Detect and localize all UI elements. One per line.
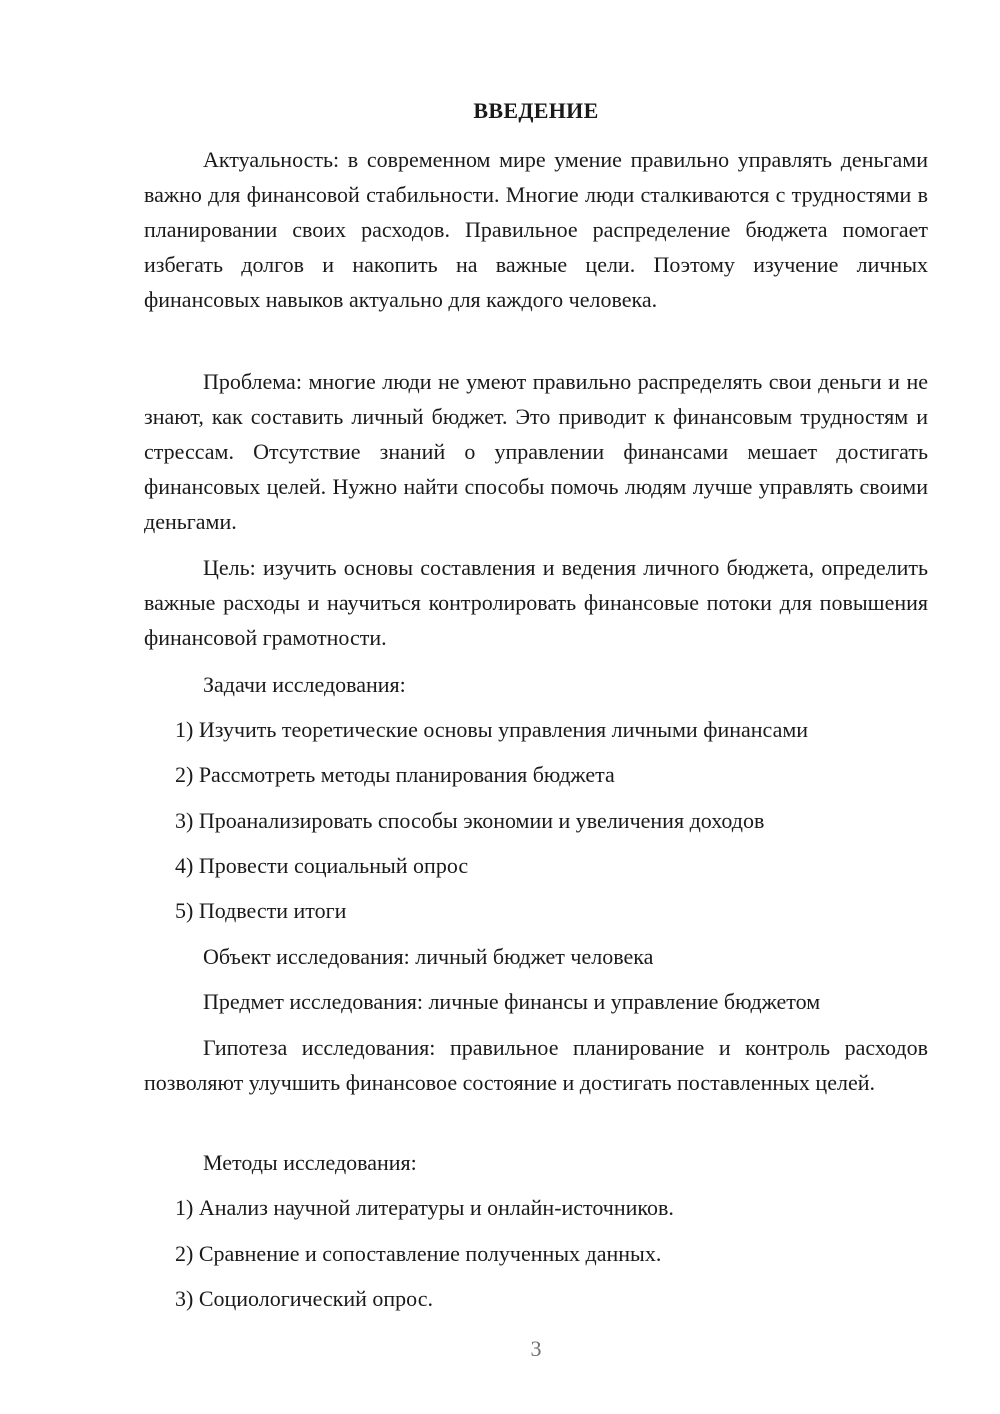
task-item-2-block: [144, 757, 928, 792]
goal-paragraph: Цель: изучить основы составления и ведения личного бюджета, определить важные расходы и научиться контролировать финансовые потоки для повышения финансовой грамотности.: [144, 555, 928, 650]
hypothesis-paragraph-block: [144, 1030, 928, 1100]
goal-paragraph-block: [144, 550, 928, 655]
relevance-paragraph: Актуальность: в современном мире умение правильно управлять деньгами важно для финансовой стабильности. Многие люди сталкиваются с трудностями в планировании своих расходов. Правильное распределение бюджета помогает избегать долгов и накопить на важные цели. Поэтому изучение личных финансовых навыков актуально для каждого человека.: [144, 147, 928, 312]
method-item: 2) Сравнение и сопоставление полученных данных.: [175, 1241, 662, 1266]
task-item-1-block: [144, 712, 928, 747]
methods-label: Методы исследования:: [203, 1150, 417, 1175]
task-item: 4) Провести социальный опрос: [175, 853, 469, 878]
task-item: 2) Рассмотреть методы планирования бюджета: [175, 762, 615, 787]
methods-label-block: [144, 1145, 928, 1180]
relevance-paragraph-block: [144, 142, 928, 317]
method-item-1-block: [144, 1190, 928, 1225]
task-item: 3) Проанализировать способы экономии и увеличения доходов: [175, 808, 765, 833]
task-item: 5) Подвести итоги: [175, 898, 347, 923]
task-item-5-block: [144, 893, 928, 928]
method-item: 1) Анализ научной литературы и онлайн-источников.: [175, 1195, 674, 1220]
page-number: 3: [530, 1336, 542, 1361]
method-item: 3) Социологический опрос.: [175, 1286, 433, 1311]
tasks-label-block: [144, 667, 928, 702]
problem-paragraph-block: [144, 364, 928, 539]
method-item-3-block: [144, 1281, 928, 1316]
hypothesis-paragraph: Гипотеза исследования: правильное планирование и контроль расходов позволяют улучшить финансовое состояние и достигать поставленных целей.: [144, 1035, 928, 1095]
method-item-2-block: [144, 1236, 928, 1271]
task-item-4-block: [144, 848, 928, 883]
object-line-block: [144, 939, 928, 974]
research-subject: Предмет исследования: личные финансы и управление бюджетом: [203, 989, 821, 1014]
research-object: Объект исследования: личный бюджет человека: [203, 944, 654, 969]
problem-paragraph: Проблема: многие люди не умеют правильно распределять свои деньги и не знают, как составить личный бюджет. Это приводит к финансовым трудностям и стрессам. Отсутствие знаний о управлении финансами мешает достигать финансовых целей. Нужно найти способы помочь людям лучше управлять своими деньгами.: [144, 369, 928, 534]
task-item: 1) Изучить теоретические основы управления личными финансами: [175, 717, 809, 742]
subject-line-block: [144, 984, 928, 1019]
tasks-label: Задачи исследования:: [203, 672, 406, 697]
task-item-3-block: [144, 803, 928, 838]
section-heading: ВВЕДЕНИЕ: [473, 98, 599, 123]
